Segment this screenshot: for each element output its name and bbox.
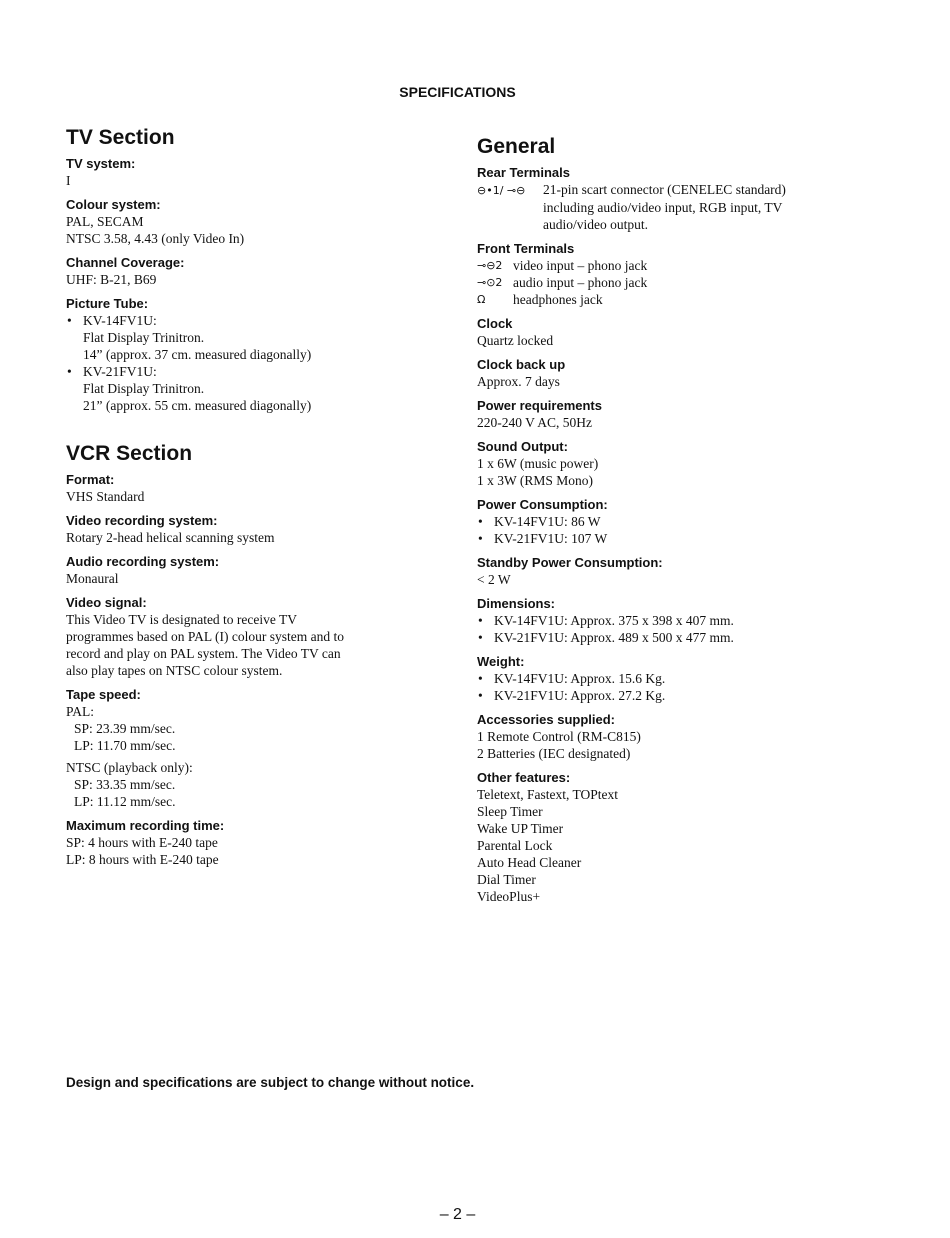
channel-coverage-value: UHF: B-21, B69 <box>66 272 157 287</box>
tape-pal-lp: LP: 11.70 mm/sec. <box>74 738 176 753</box>
video-signal-line: also play tapes on NTSC colour system. <box>66 663 283 678</box>
other-feature-line: Parental Lock <box>477 838 553 853</box>
front-terminal-text: audio input – phono jack <box>513 275 648 290</box>
front-terminal-text: video input – phono jack <box>513 258 648 273</box>
power-consumption-item: • KV-21FV1U: 107 W <box>477 530 877 547</box>
change-notice: Design and specifications are subject to change without notice. <box>66 1075 475 1090</box>
clock-value: Quartz locked <box>477 333 554 348</box>
audio-recording-value: Monaural <box>66 571 119 586</box>
video-signal-line: This Video TV is designated to receive TV <box>66 612 298 627</box>
clock-label: Clock <box>477 316 513 331</box>
front-terminal-row <box>477 257 877 274</box>
sound-output <box>477 438 877 489</box>
vcr-section-title: VCR Section <box>66 442 193 465</box>
picture-tube <box>66 295 446 414</box>
video-recording-label: Video recording system: <box>66 513 218 528</box>
sound-output-line: 1 x 3W (RMS Mono) <box>477 473 594 488</box>
max-recording-time <box>66 817 446 868</box>
max-recording-label: Maximum recording time: <box>66 818 225 833</box>
clock-back-up-label: Clock back up <box>477 357 566 372</box>
channel-coverage-label: Channel Coverage: <box>66 255 185 270</box>
tube-desc: Flat Display Trinitron. <box>83 330 205 345</box>
video-signal <box>66 594 446 679</box>
power-consumption <box>477 496 877 547</box>
rear-terminal-row <box>477 181 877 199</box>
clock <box>477 315 877 349</box>
rear-terminal-line: 21-pin scart connector (CENELEC standard) <box>543 182 786 197</box>
clock-back-up-value: Approx. 7 days <box>477 374 560 389</box>
max-recording-line: LP: 8 hours with E-240 tape <box>66 852 219 867</box>
front-terminals-label: Front Terminals <box>477 241 575 256</box>
other-feature-line: VideoPlus+ <box>477 889 541 904</box>
rear-terminals <box>477 164 877 233</box>
page-title: SPECIFICATIONS <box>399 84 516 100</box>
tape-ntsc-sp: SP: 33.35 mm/sec. <box>74 777 176 792</box>
video-signal-line: record and play on PAL system. The Video TV can <box>66 646 341 661</box>
format-value: VHS Standard <box>66 489 145 504</box>
dimensions-item: • KV-21FV1U: Approx. 489 x 500 x 477 mm. <box>477 629 877 646</box>
tape-speed <box>66 686 446 810</box>
tv-system <box>66 155 446 189</box>
rear-terminals-label: Rear Terminals <box>477 165 570 180</box>
scart-connector-icon: ⊖•1/ ⊸⊖ <box>477 184 526 197</box>
video-signal-label: Video signal: <box>66 595 147 610</box>
tv-section-title: TV Section <box>66 126 175 149</box>
video-recording-system <box>66 512 446 546</box>
audio-recording-system <box>66 553 446 587</box>
general-section-title: General <box>477 135 556 158</box>
rear-terminal-line: including audio/video input, RGB input, TV <box>543 200 783 215</box>
other-feature-line: Sleep Timer <box>477 804 543 819</box>
colour-system <box>66 196 446 247</box>
picture-tube-label: Picture Tube: <box>66 296 149 311</box>
power-requirements <box>477 397 877 431</box>
weight <box>477 653 877 704</box>
standby-power-label: Standby Power Consumption: <box>477 555 663 570</box>
accessories-label: Accessories supplied: <box>477 712 615 727</box>
sound-output-line: 1 x 6W (music power) <box>477 456 599 471</box>
tape-pal-label: PAL: <box>66 704 95 719</box>
tape-ntsc-label: NTSC (playback only): <box>66 760 193 775</box>
channel-coverage <box>66 254 446 288</box>
tape-pal-sp: SP: 23.39 mm/sec. <box>74 721 176 736</box>
weight-label: Weight: <box>477 654 525 669</box>
standby-power-value: < 2 W <box>477 572 511 587</box>
format-label: Format: <box>66 472 115 487</box>
dimensions-item: • KV-14FV1U: Approx. 375 x 398 x 407 mm. <box>477 612 877 629</box>
standby-power <box>477 554 877 588</box>
power-consumption-label: Power Consumption: <box>477 497 608 512</box>
other-feature-line: Dial Timer <box>477 872 536 887</box>
right-column <box>477 134 877 912</box>
weight-item: • KV-14FV1U: Approx. 15.6 Kg. <box>477 670 877 687</box>
clock-back-up <box>477 356 877 390</box>
weight-item: • KV-21FV1U: Approx. 27.2 Kg. <box>477 687 877 704</box>
video-signal-line: programmes based on PAL (I) colour system and to <box>66 629 344 644</box>
rear-terminal-line: audio/video output. <box>543 217 648 232</box>
tube-model: • KV-14FV1U: <box>66 312 446 329</box>
headphones-icon: Ω <box>477 293 486 306</box>
accessories <box>477 711 877 762</box>
tube-size: 14” (approx. 37 cm. measured diagonally) <box>83 347 312 362</box>
tape-ntsc-lp: LP: 11.12 mm/sec. <box>74 794 176 809</box>
left-column <box>66 125 446 875</box>
page-number: – 2 – <box>439 1206 476 1223</box>
dimensions <box>477 595 877 646</box>
other-features-label: Other features: <box>477 770 571 785</box>
other-feature-line: Teletext, Fastext, TOPtext <box>477 787 619 802</box>
power-requirements-value: 220-240 V AC, 50Hz <box>477 415 593 430</box>
audio-input-icon: ⊸⊙2 <box>477 276 503 289</box>
tape-speed-label: Tape speed: <box>66 687 141 702</box>
other-features <box>477 769 877 905</box>
max-recording-line: SP: 4 hours with E-240 tape <box>66 835 218 850</box>
sound-output-label: Sound Output: <box>477 439 568 454</box>
front-terminal-text: headphones jack <box>513 292 603 307</box>
accessories-line: 2 Batteries (IEC designated) <box>477 746 631 761</box>
tube-desc: Flat Display Trinitron. <box>83 381 205 396</box>
colour-system-line: PAL, SECAM <box>66 214 144 229</box>
front-terminal-row <box>477 291 877 308</box>
format <box>66 471 446 505</box>
dimensions-label: Dimensions: <box>477 596 556 611</box>
front-terminals <box>477 240 877 308</box>
power-consumption-item: • KV-14FV1U: 86 W <box>477 513 877 530</box>
tv-system-value: I <box>66 173 71 188</box>
tube-model: • KV-21FV1U: <box>66 363 446 380</box>
power-requirements-label: Power requirements <box>477 398 602 413</box>
front-terminal-row <box>477 274 877 291</box>
other-feature-line: Auto Head Cleaner <box>477 855 582 870</box>
tube-size: 21” (approx. 55 cm. measured diagonally) <box>83 398 312 413</box>
video-input-icon: ⊸⊖2 <box>477 259 503 272</box>
video-recording-value: Rotary 2-head helical scanning system <box>66 530 275 545</box>
colour-system-label: Colour system: <box>66 197 161 212</box>
other-feature-line: Wake UP Timer <box>477 821 564 836</box>
audio-recording-label: Audio recording system: <box>66 554 220 569</box>
tv-system-label: TV system: <box>66 156 136 171</box>
colour-system-line: NTSC 3.58, 4.43 (only Video In) <box>66 231 245 246</box>
accessories-line: 1 Remote Control (RM-C815) <box>477 729 641 744</box>
